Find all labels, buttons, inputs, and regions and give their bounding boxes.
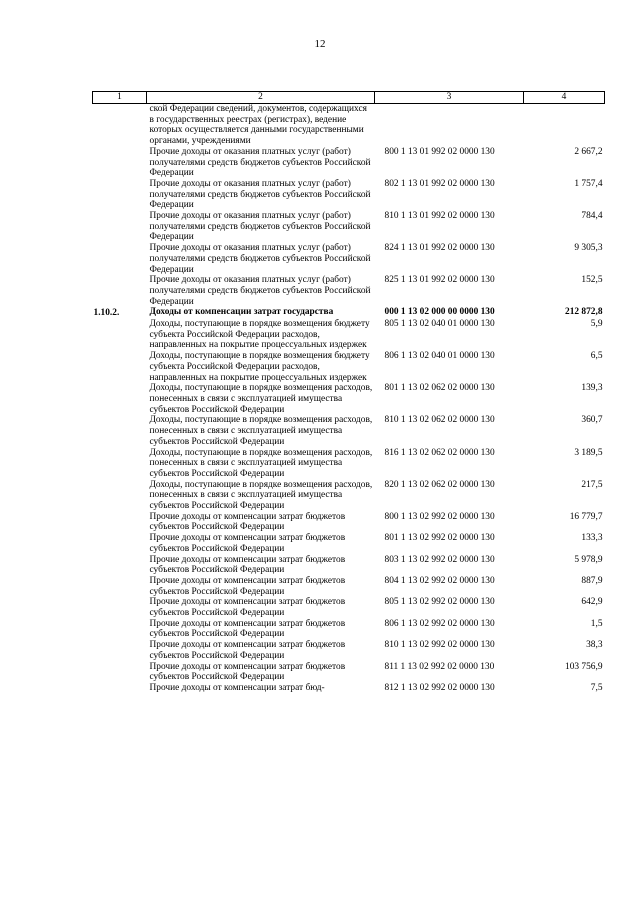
row-sum: 103 756,9 bbox=[565, 661, 603, 672]
row-name: Прочие доходы от компенсации затрат бюджетов субъектов Российской Федерации bbox=[149, 511, 346, 533]
row-name: Доходы, поступающие в порядке возмещения расходов, понесенных в связи с эксплуатацией имущества субъектов Российской Федерации bbox=[149, 383, 373, 415]
table-row bbox=[93, 555, 605, 576]
row-sum: 1,5 bbox=[590, 618, 603, 629]
row-name: Прочие доходы от компенсации затрат бюджетов субъектов Российской Федерации bbox=[149, 640, 346, 661]
row-name: Прочие доходы от оказания платных услуг (работ) получателями средств бюджетов субъектов Российской Федерации bbox=[149, 275, 371, 307]
row-code: 805 1 13 02 992 02 0000 130 bbox=[384, 597, 495, 608]
row-number bbox=[93, 104, 147, 147]
table-row bbox=[93, 319, 605, 351]
table-row bbox=[93, 243, 605, 275]
column-header-1: 1 bbox=[93, 92, 147, 104]
row-code: 804 1 13 02 992 02 0000 130 bbox=[384, 575, 495, 586]
table-row bbox=[93, 480, 605, 512]
table-row bbox=[93, 147, 605, 179]
row-name: Прочие доходы от оказания платных услуг (работ) получателями средств бюджетов субъектов Российской Федерации bbox=[149, 211, 371, 243]
row-sum: 642,9 bbox=[581, 597, 603, 608]
table-row bbox=[93, 683, 605, 694]
row-code: 825 1 13 01 992 02 0000 130 bbox=[384, 275, 495, 286]
row-name: Прочие доходы от компенсации затрат бюджетов субъектов Российской Федерации bbox=[149, 575, 346, 597]
row-code: 810 1 13 02 062 02 0000 130 bbox=[384, 415, 495, 426]
row-name: Доходы, поступающие в порядке возмещения расходов, понесенных в связи с эксплуатацией имущества субъектов Российской Федерации bbox=[149, 415, 373, 447]
row-number bbox=[93, 179, 147, 211]
row-number bbox=[93, 383, 147, 415]
row-number bbox=[93, 243, 147, 275]
row-name: Доходы, поступающие в порядке возмещения расходов, понесенных в связи с эксплуатацией имущества субъектов Российской Федерации bbox=[149, 479, 373, 512]
row-sum: 3 189,5 bbox=[574, 447, 603, 458]
row-number bbox=[93, 480, 147, 512]
table-row bbox=[93, 415, 605, 447]
row-sum: 6,5 bbox=[590, 351, 603, 362]
row-name: Доходы от компенсации затрат государства bbox=[149, 307, 334, 318]
row-number bbox=[93, 415, 147, 447]
row-number bbox=[93, 275, 147, 307]
row-sum: 1 757,4 bbox=[574, 178, 603, 189]
row-sum: 16 779,7 bbox=[569, 511, 603, 522]
row-number bbox=[93, 319, 147, 351]
table-row bbox=[93, 512, 605, 533]
row-name: Прочие доходы от компенсации затрат бюджетов субъектов Российской Федерации bbox=[149, 533, 346, 554]
table-row bbox=[93, 533, 605, 554]
row-number: 1.10.2. bbox=[93, 308, 120, 319]
row-name: Прочие доходы от оказания платных услуг (работ) получателями средств бюджетов субъектов Российской Федерации bbox=[149, 146, 371, 179]
row-name: Доходы, поступающие в порядке возмещения расходов, понесенных в связи с эксплуатацией имущества субъектов Российской Федерации bbox=[149, 447, 373, 479]
table-row bbox=[93, 576, 605, 597]
column-header-3: 3 bbox=[375, 92, 524, 104]
column-header-2: 2 bbox=[147, 92, 375, 104]
table-row bbox=[93, 448, 605, 480]
row-sum: 360,7 bbox=[581, 415, 603, 426]
row-number bbox=[93, 640, 147, 661]
table-row bbox=[93, 275, 605, 307]
table-row bbox=[93, 597, 605, 618]
row-code: 811 1 13 02 992 02 0000 130 bbox=[384, 661, 495, 672]
row-name: Прочие доходы от компенсации затрат бюджетов субъектов Российской Федерации bbox=[149, 554, 346, 576]
row-sum: 152,5 bbox=[581, 275, 603, 286]
row-number bbox=[93, 147, 147, 179]
row-code: 820 1 13 02 062 02 0000 130 bbox=[384, 479, 495, 490]
table-row bbox=[93, 619, 605, 640]
row-number bbox=[93, 555, 147, 576]
row-code: 801 1 13 02 992 02 0000 130 bbox=[384, 533, 495, 544]
table-row bbox=[93, 307, 605, 319]
row-code: 810 1 13 02 992 02 0000 130 bbox=[384, 640, 495, 651]
row-name: ской Федерации сведений, документов, содержащихся в государственных реестрах (регистрах), ведение которых осуществляется данными государственными органами, учреждениями bbox=[149, 104, 367, 147]
row-sum: 784,4 bbox=[581, 211, 603, 222]
row-code: 802 1 13 01 992 02 0000 130 bbox=[384, 178, 495, 189]
row-number bbox=[93, 211, 147, 243]
row-code: 800 1 13 01 992 02 0000 130 bbox=[384, 146, 495, 157]
row-code: 824 1 13 01 992 02 0000 130 bbox=[384, 243, 495, 254]
row-code: 801 1 13 02 062 02 0000 130 bbox=[384, 383, 495, 394]
row-sum: 7,5 bbox=[590, 682, 603, 693]
row-sum: 887,9 bbox=[581, 575, 603, 586]
row-number bbox=[93, 576, 147, 597]
row-name: Прочие доходы от оказания платных услуг (работ) получателями средств бюджетов субъектов Российской Федерации bbox=[149, 243, 371, 275]
row-name: Прочие доходы от компенсации затрат бюджетов субъектов Российской Федерации bbox=[149, 597, 346, 619]
row-code: 805 1 13 02 040 01 0000 130 bbox=[384, 319, 495, 330]
page-number: 12 bbox=[314, 38, 326, 50]
table-body bbox=[93, 104, 605, 694]
table-row bbox=[93, 104, 605, 147]
row-code: 806 1 13 02 992 02 0000 130 bbox=[384, 618, 495, 629]
row-sum: 217,5 bbox=[581, 479, 603, 490]
row-code: 810 1 13 01 992 02 0000 130 bbox=[384, 211, 495, 222]
row-sum: 5 978,9 bbox=[574, 554, 603, 565]
row-number bbox=[93, 683, 147, 694]
row-sum: 133,3 bbox=[581, 533, 603, 544]
table-row bbox=[93, 640, 605, 661]
row-sum: 5,9 bbox=[590, 319, 603, 330]
row-number bbox=[93, 512, 147, 533]
row-number bbox=[93, 351, 147, 383]
row-name: Доходы, поступающие в порядке возмещения бюджету субъекта Российской Федерации расходов, направленных на покрытие процессуальных издержек bbox=[149, 319, 370, 351]
row-sum bbox=[524, 104, 605, 147]
row-number bbox=[93, 619, 147, 640]
row-code: 000 1 13 02 000 00 0000 130 bbox=[384, 307, 495, 318]
row-number bbox=[93, 662, 147, 683]
row-code: 800 1 13 02 992 02 0000 130 bbox=[384, 511, 495, 522]
table-row bbox=[93, 211, 605, 243]
table-row bbox=[93, 351, 605, 383]
table-row bbox=[93, 179, 605, 211]
row-number bbox=[93, 597, 147, 618]
row-number bbox=[93, 448, 147, 480]
row-name: Прочие доходы от оказания платных услуг (работ) получателями средств бюджетов субъектов Российской Федерации bbox=[149, 178, 371, 211]
table-header-row bbox=[93, 92, 605, 104]
table-row bbox=[93, 383, 605, 415]
row-name: Прочие доходы от компенсации затрат бюджетов субъектов Российской Федерации bbox=[149, 618, 346, 640]
row-number bbox=[93, 533, 147, 554]
row-sum: 139,3 bbox=[581, 383, 603, 394]
table-row bbox=[93, 662, 605, 683]
row-code bbox=[375, 104, 524, 147]
row-code: 816 1 13 02 062 02 0000 130 bbox=[384, 447, 495, 458]
row-name: Прочие доходы от компенсации затрат бюджетов субъектов Российской Федерации bbox=[149, 661, 346, 683]
row-name: Доходы, поступающие в порядке возмещения бюджету субъекта Российской Федерации расходов, направленных на покрытие процессуальных издержек bbox=[149, 351, 370, 383]
row-sum: 212 872,8 bbox=[565, 307, 603, 318]
column-header-4: 4 bbox=[524, 92, 605, 104]
row-code: 812 1 13 02 992 02 0000 130 bbox=[384, 682, 495, 693]
row-sum: 9 305,3 bbox=[574, 243, 603, 254]
row-code: 803 1 13 02 992 02 0000 130 bbox=[384, 554, 495, 565]
row-sum: 2 667,2 bbox=[574, 146, 603, 157]
row-sum: 38,3 bbox=[586, 640, 603, 651]
budget-revenue-table bbox=[92, 91, 605, 694]
row-code: 806 1 13 02 040 01 0000 130 bbox=[384, 351, 495, 362]
row-name: Прочие доходы от компенсации затрат бюд- bbox=[149, 682, 325, 693]
